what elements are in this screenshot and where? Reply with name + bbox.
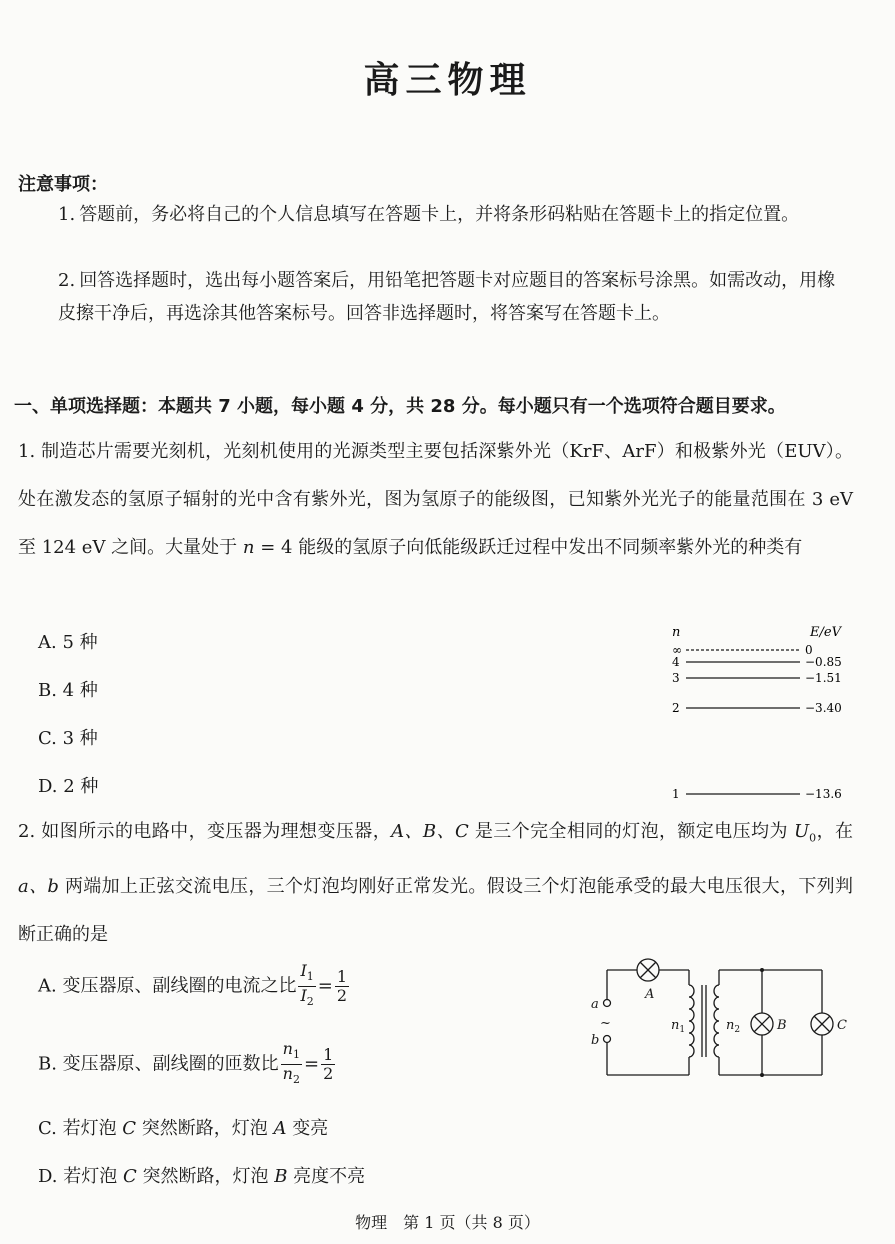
lamp-a-label: A <box>273 1118 287 1139</box>
page-title: 高三物理 <box>363 60 532 101</box>
q2-option-d-text-c: 亮度不亮 <box>287 1166 366 1187</box>
lamp-c-label: C <box>122 1118 137 1139</box>
current-ratio-fraction <box>298 962 315 1011</box>
q2-option-c-text-b: 突然断路，灯泡 <box>136 1118 274 1139</box>
q2-u0: U <box>794 821 810 842</box>
lamp-a-label: A <box>645 987 655 1002</box>
q2-option-c-text-c: 变亮 <box>286 1118 329 1139</box>
energy-level-value: 0 <box>805 643 813 657</box>
energy-level-n: 4 <box>672 655 680 669</box>
terminal-b <box>604 1036 611 1043</box>
section-heading: 一、单项选择题：本题共 7 小题，每小题 4 分，共 28 分。每小题只有一个选项符合题目要求。 <box>14 396 786 417</box>
value-fraction <box>321 1046 335 1083</box>
energy-level-n: 2 <box>672 701 680 715</box>
ac-source-symbol: ~ <box>600 1016 611 1031</box>
q2-text-b: 是三个完全相同的灯泡，额定电压均为 <box>468 821 794 842</box>
q2-option-c-text-a: C. 若灯泡 <box>38 1118 123 1139</box>
turns-ratio-fraction <box>281 1040 302 1089</box>
fraction-numerator-sub: 1 <box>306 970 314 984</box>
equals-sign: = <box>303 1053 320 1075</box>
q2-text-c: ，在 <box>816 821 853 842</box>
q2-option-c <box>38 1114 328 1140</box>
energy-level-diagram <box>660 620 860 806</box>
fraction-numerator: I <box>300 961 307 980</box>
energy-level-n: 3 <box>672 671 680 685</box>
q2-option-d <box>38 1162 365 1188</box>
energy-level-value: −0.85 <box>805 655 842 669</box>
value-fraction <box>335 968 349 1005</box>
q1-var-n: n <box>242 537 255 558</box>
transformer-circuit-diagram <box>585 955 855 1085</box>
q1-text-a: 1. 制造芯片需要光刻机，光刻机使用的光源类型主要包括深紫外光（KrF、ArF）和极紫外光（EUV）。处在激发态的氢原子辐射的光中含有紫外光，图为氢原子的能级图，已知紫外光光子的能量范围在 3 eV 至 124 eV 之间。大量处于 <box>18 441 853 558</box>
q2-lamps: A、B、C <box>391 821 469 842</box>
question-1-stem <box>18 428 853 572</box>
energy-level-value: −13.6 <box>805 787 842 801</box>
notice-item-text: 回答选择题时，选出每小题答案后，用铅笔把答题卡对应题目的答案标号涂黑。如需改动，用橡皮擦干净后，再选涂其他答案标号。回答非选择题时，将答案写在答题卡上。 <box>58 270 836 324</box>
fraction-numerator: n <box>282 1039 293 1058</box>
q2-u0-sub: 0 <box>809 831 817 845</box>
q1-option-a: A. 5 种 <box>38 632 98 653</box>
q2-text-a: 2. 如图所示的电路中，变压器为理想变压器， <box>18 821 392 842</box>
lamp-c-label: C <box>837 1018 847 1033</box>
terminal-b-label: b <box>591 1033 600 1048</box>
notice-item-number: 2. <box>58 270 76 291</box>
notice-item-1 <box>58 198 848 231</box>
primary-turns-label: $n_1$ <box>671 1018 686 1035</box>
diagram-n-label: n <box>672 625 681 640</box>
terminal-a <box>604 1000 611 1007</box>
q2-option-b-text: B. 变压器原、副线圈的匝数比 <box>38 1053 279 1075</box>
fraction-denominator: I <box>300 986 307 1006</box>
value-numerator: 1 <box>323 1045 334 1065</box>
energy-level-value: −1.51 <box>805 671 842 685</box>
lamp-c-label: C <box>122 1166 137 1187</box>
q1-text-b: = 4 能级的氢原子向低能级跃迁过程中发出不同频率紫外光的种类有 <box>254 537 803 558</box>
q2-option-b <box>38 1040 337 1089</box>
value-numerator: 1 <box>336 967 348 987</box>
page-footer: 物理 第 1 页（共 8 页） <box>355 1213 540 1232</box>
value-denominator: 2 <box>323 1064 334 1084</box>
equals-sign: = <box>317 975 333 997</box>
question-2-stem <box>18 808 853 959</box>
notice-heading: 注意事项： <box>18 174 108 195</box>
value-denominator: 2 <box>336 986 348 1006</box>
q2-option-a <box>38 962 351 1011</box>
junction-dot <box>760 1073 764 1077</box>
notice-item-number: 1. <box>58 204 76 225</box>
secondary-coil <box>714 985 719 1057</box>
junction-dot <box>760 968 764 972</box>
fraction-denominator: n <box>282 1064 293 1084</box>
energy-level-n: ∞ <box>672 643 682 657</box>
lamp-b-label: B <box>777 1018 787 1033</box>
secondary-turns-label: $n_2$ <box>726 1018 741 1035</box>
q2-option-d-text-a: D. 若灯泡 <box>38 1166 123 1187</box>
notice-item-text: 答题前，务必将自己的个人信息填写在答题卡上，并将条形码粘贴在答题卡上的指定位置。 <box>79 204 800 225</box>
terminal-a-label: a <box>591 997 599 1012</box>
fraction-denominator-sub: 2 <box>292 1073 300 1087</box>
lamp-b-label: B <box>274 1166 288 1187</box>
notice-item-2 <box>58 264 848 330</box>
q1-option-b: B. 4 种 <box>38 680 98 701</box>
q1-option-d: D. 2 种 <box>38 776 99 797</box>
q2-option-a-text: A. 变压器原、副线圈的电流之比 <box>38 975 297 997</box>
diagram-energy-label: E/eV <box>810 625 841 640</box>
q1-option-c: C. 3 种 <box>38 728 98 749</box>
q2-text-d: 两端加上正弦交流电压，三个灯泡均刚好正常发光。假设三个灯泡能承受的最大电压很大，下列判断正确的是 <box>18 875 853 945</box>
q2-ab: a、b <box>18 875 59 897</box>
energy-level-value: −3.40 <box>805 701 842 715</box>
q2-option-d-text-b: 突然断路，灯泡 <box>136 1166 275 1187</box>
primary-coil <box>689 985 694 1057</box>
fraction-numerator-sub: 1 <box>292 1048 300 1062</box>
energy-level-n: 1 <box>672 787 680 801</box>
fraction-denominator-sub: 2 <box>306 995 314 1009</box>
